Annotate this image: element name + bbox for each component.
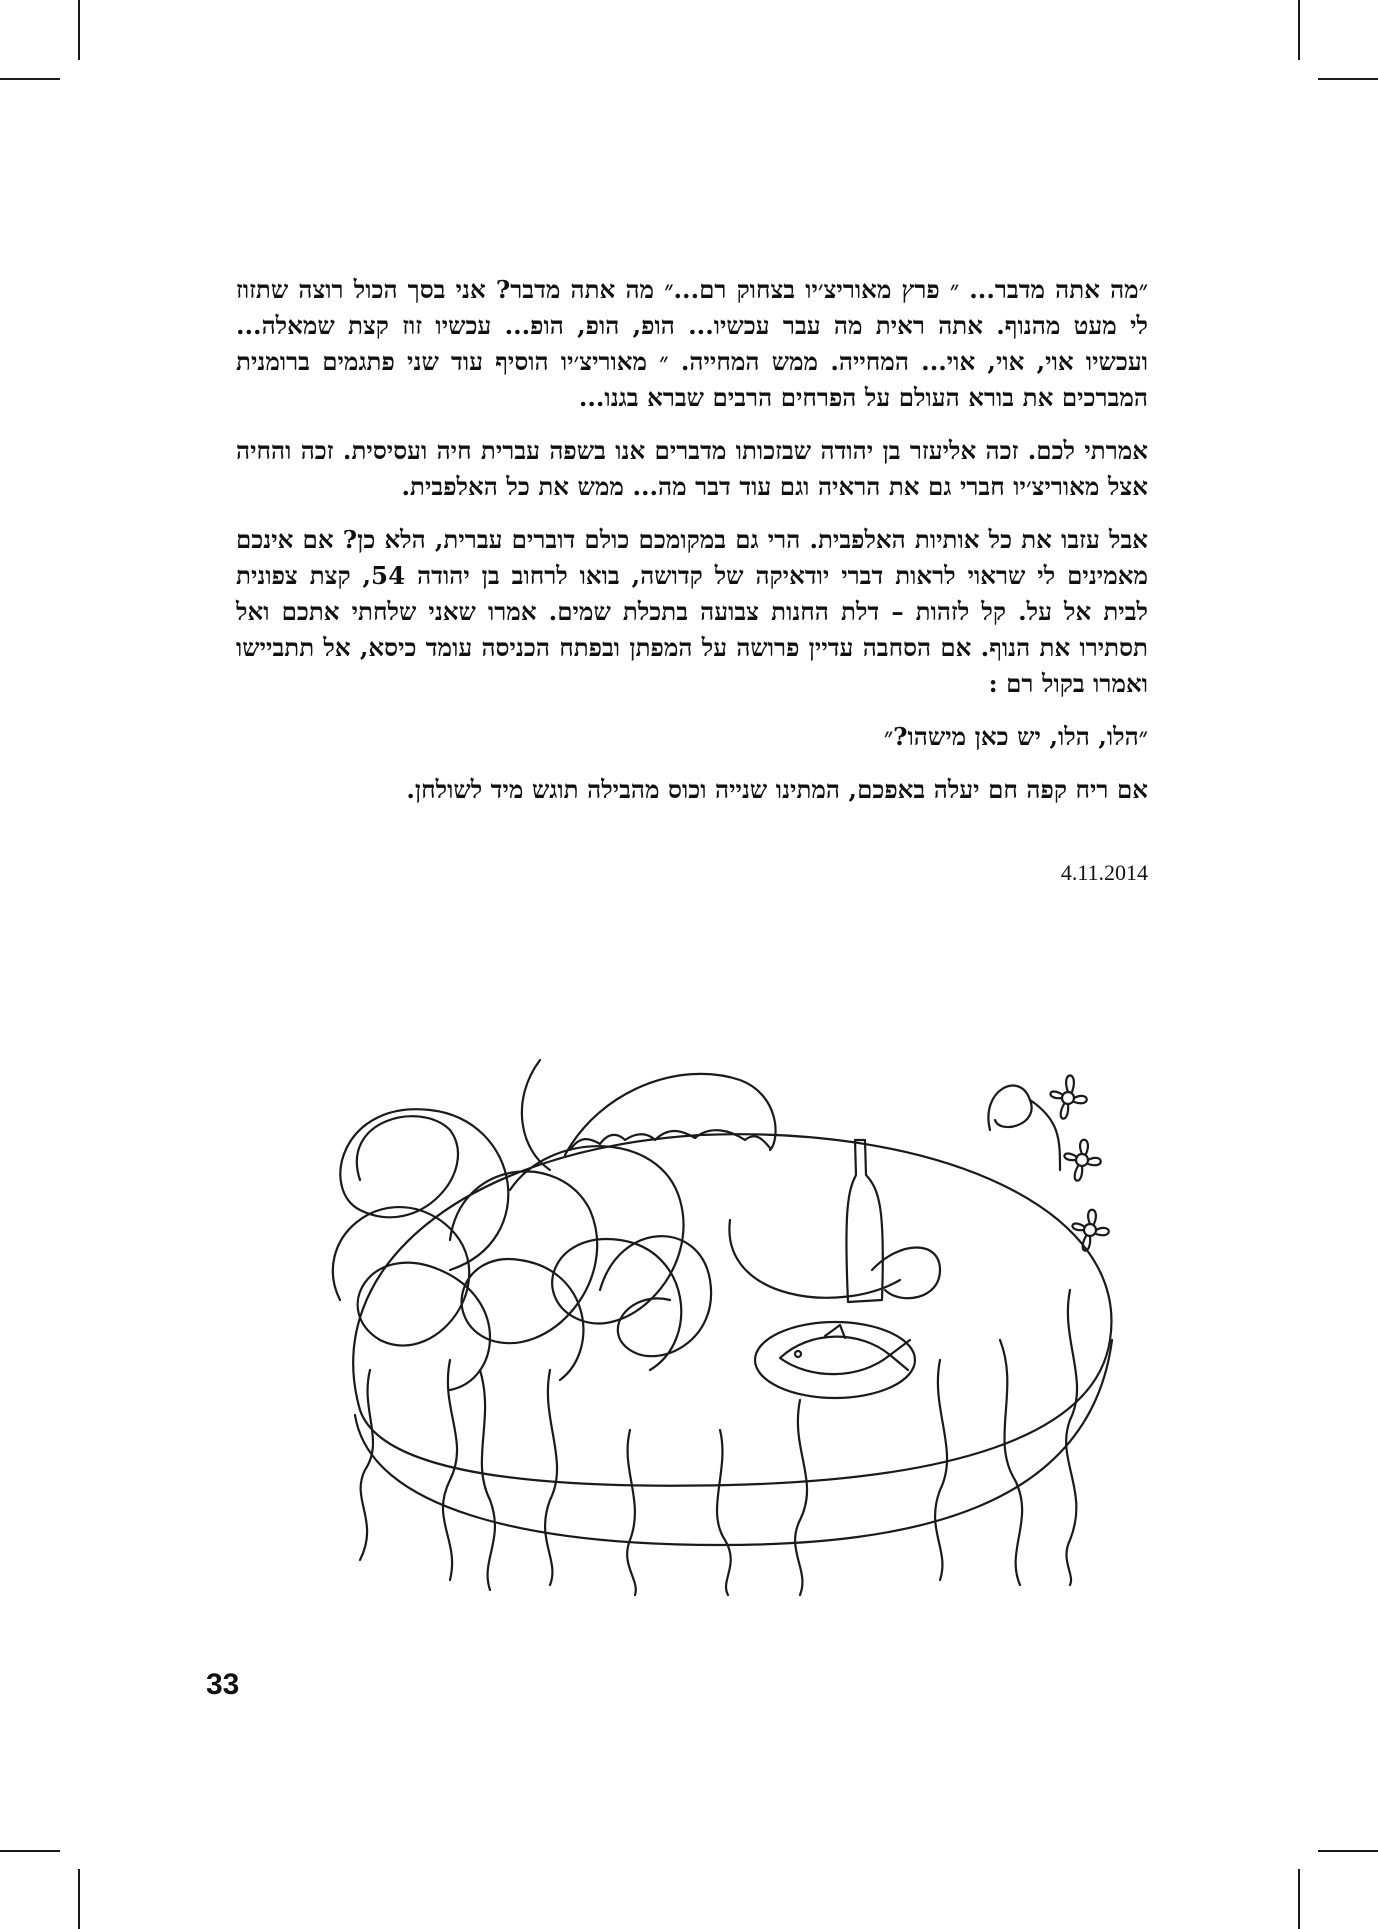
bottle-icon bbox=[846, 1140, 882, 1302]
crop-mark bbox=[1298, 0, 1300, 60]
flower-icon bbox=[1064, 1140, 1100, 1181]
plate bbox=[755, 1322, 915, 1398]
paragraph: ״הלו, הלו, יש כאן מישהו?״ bbox=[883, 722, 1148, 751]
crop-mark bbox=[78, 1869, 80, 1929]
body-text bbox=[236, 272, 1148, 825]
flower-icon bbox=[1072, 1210, 1108, 1251]
cloth-drape bbox=[627, 1430, 636, 1595]
spiral bbox=[340, 1109, 508, 1270]
page-number: 33 bbox=[206, 1668, 240, 1701]
cloth-drape bbox=[717, 1430, 731, 1595]
fish-eye bbox=[795, 1351, 801, 1357]
flower-icon bbox=[1050, 1076, 1086, 1119]
crop-mark bbox=[1318, 78, 1378, 80]
cloth-drape bbox=[480, 1370, 495, 1590]
cloth-drape bbox=[1000, 1340, 1022, 1585]
spiral bbox=[522, 1060, 550, 1170]
paragraph: ״מה אתה מדבר... ״ פרץ מאוריצ׳יו בצחוק רם...״ מה אתה מדבר? אני בסך הכול רוצה שתזוז לי מעט מהנוף. אתה ראית מה עבר עכשיו... הופ, הופ, הופ... עכשיו זוז קצת שמאלה... ועכשיו אוי, אוי, אוי... המחייה. ממש המחייה. ״ מאוריצ׳יו הוסיף עוד שני פתגמים ברומנית המברכים את בורא העולם על הפרחים הרבים שברא בגנו... bbox=[236, 275, 1148, 412]
cloth-drape bbox=[935, 1360, 947, 1580]
table-illustration bbox=[300, 1040, 1160, 1600]
crop-mark bbox=[1318, 1850, 1378, 1852]
cloth-drape bbox=[795, 1400, 807, 1595]
cloth-drape bbox=[1066, 1290, 1077, 1585]
paragraph: אבל עזבו את כל אותיות האלפבית. הרי גם במקומכם כולם דוברים עברית, הלא כן? אם אינכם מאמינים לי שראוי לראות דברי יודאיקה של קדושה, בואו לרחוב בן יהודה 54, קצת צפונית לבית אל על. קל לזהות – דלת החנות צבועה בתכלת שמים. אמרו שאני שלחתי אתכם ואל תסתירו את הנוף. אם הסחבה עדיין פרושה על המפתן ובפתח הכניסה עומד כיסא, אל תתביישו ואמרו בקול רם : bbox=[236, 525, 1148, 698]
crop-mark bbox=[0, 1850, 60, 1852]
table-edge bbox=[355, 1340, 1112, 1545]
paragraph: אמרתי לכם. זכה אליעזר בן יהודה שבזכותו מדברים אנו בשפה עברית חיה ועסיסית. זכה והחיה אצל מאוריצ׳יו חברי גם את הראיה וגם עוד דבר מה... ממש את כל האלפבית. bbox=[236, 436, 1148, 501]
crop-mark bbox=[78, 0, 80, 60]
paragraph: אם ריח קפה חם יעלה באפכם, המתינו שנייה וכוס מהבילה תוגש מיד לשולחן. bbox=[406, 775, 1148, 804]
crop-mark bbox=[1298, 1869, 1300, 1929]
curl bbox=[988, 1086, 1031, 1130]
date: 4.11.2014 bbox=[1060, 860, 1148, 885]
spiral bbox=[450, 1171, 597, 1380]
stem bbox=[1030, 1100, 1060, 1170]
cloth-drape bbox=[545, 1370, 557, 1585]
bowl bbox=[729, 1220, 900, 1298]
spiral bbox=[333, 1207, 490, 1390]
cloth-drape bbox=[443, 1360, 457, 1580]
table-outline bbox=[353, 1134, 1111, 1486]
cloth-drape bbox=[360, 1370, 373, 1560]
crop-mark bbox=[0, 78, 60, 80]
